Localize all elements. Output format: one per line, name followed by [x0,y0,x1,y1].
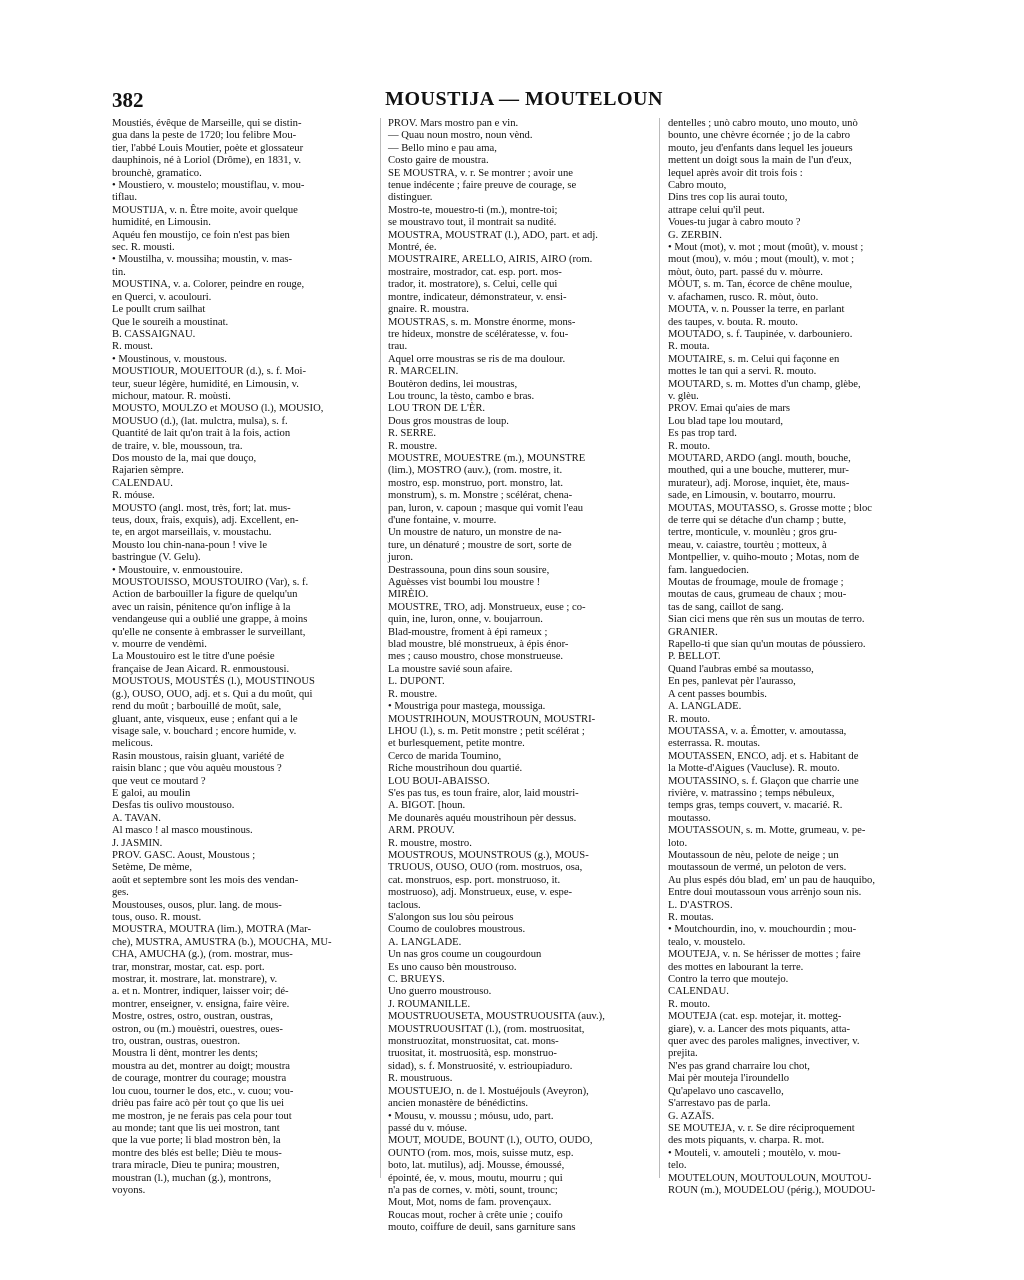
text-line: SE MOUSTRA, v. r. Se montrer ; avoir une [388,167,573,179]
text-line: mettent un doigt sous la main de l'un d'eux, [668,155,852,167]
text-line: A. LANGLADE. [668,701,742,713]
text-line: Mostro-te, mouestro-ti (m.), montre-toi; [388,204,558,216]
text-line: Mousto lou chin-nana-poun ! vive le [112,539,268,551]
text-line: mout (mou), v. móu ; mout (moult), v. mot ; [668,254,855,266]
text-line: • Mousu, v. moussu ; móusu, udo, part. [388,1110,554,1122]
text-line: A. TAVAN. [112,812,161,824]
text-line: PROV. GASC. Aoust, Moustous ; [112,849,256,861]
text-line: raisin blanc ; que vòu aquèu moustous ? [112,763,282,775]
text-line: Coumo de coulobres moustrous. [388,924,526,936]
text-line: v. afachamen, rusco. R. mòut, òuto. [668,291,819,303]
text-line: MOUTEJA, v. n. Se hérisser de mottes ; faire [668,949,861,961]
text-line: qu'elle ne consente à embrasser le surveillant, [112,626,306,638]
text-line: telo. [668,1160,687,1172]
text-line: A cent passes boumbis. [668,688,767,700]
text-line: SE MOUTEJA, v. r. Se dire réciproquement [668,1122,855,1134]
text-line: R. mouta. [668,341,710,353]
text-line: R. mouto. [668,713,711,725]
text-line: ostron, ou (m.) mouèstri, ouestres, oues- [112,1023,283,1035]
text-line: Uno guerro moustrouso. [388,986,492,998]
text-line: (lim.), MOSTRO (auv.), (rom. mostre, it. [388,465,563,477]
text-line: OUNTO (rom. mos, mois, suisse mutz, esp. [388,1147,574,1159]
text-line: Lou blad tape lou moutard, [668,415,784,427]
text-line: sade, en Limousin, v. boutarro, mourru. [668,490,836,502]
text-line: Contro la terro que moutejo. [668,974,789,986]
text-line: Destrassouna, poun dins soun sousire, [388,564,550,576]
text-line: blad moustre, blé monstrueux, à épis énor- [388,639,569,651]
text-line: que la vue porte; li blad mostron bèn, la [112,1135,281,1147]
text-line: PROV. Emai qu'aies de mars [668,403,791,415]
running-title: MOUSTIJA — MOUTELOUN [385,88,663,110]
text-line: montrer, enseigner, v. ensigna, faire vèire. [112,998,290,1010]
text-line: quer avec des paroles malignes, invectiver, v. [668,1036,860,1048]
text-line: trador, it. mostratore), s. Celui, celle qui [388,279,558,291]
text-line: distinguer. [388,192,433,204]
text-line: MOUSTRUOUSETA, MOUSTRUOUSITA (auv.), [388,1011,605,1023]
text-line: Un moustre de naturo, un monstre de na- [388,527,562,539]
text-line: En pes, panlevat pèr l'aurasso, [668,676,796,688]
text-line: A. BIGOT. [houn. [388,800,466,812]
text-line: dentelles ; unò cabro mouto, uno mouto, unò [668,118,858,129]
text-line: MOUSTINA, v. a. Colorer, peindre en rouge, [112,279,305,291]
page-header [112,88,936,116]
text-line: des taupes, v. bouta. R. mouto. [668,316,798,328]
text-line: • Mout (mot), v. mot ; mout (moût), v. moust ; [668,242,864,254]
text-line: tiflau. [112,192,138,204]
text-line: melicous. [112,738,153,750]
text-line: montre des blés est belle; Dièu te mous- [112,1147,282,1159]
text-line: prejita. [668,1048,698,1060]
text-line: MOUSTRIHOUN, MOUSTROUN, MOUSTRI- [388,713,596,725]
text-line: Mostre, ostres, ostro, oustran, oustras, [112,1011,273,1023]
text-line: MOUSTUEJO, n. de l. Mostuéjouls (Aveyron), [388,1085,589,1097]
text-line: cat. monstruos, esp. port. monstruoso, it. [388,874,561,886]
text-line: MOUTASSOUN, s. m. Motte, grumeau, v. pe- [668,825,866,837]
text-line: a. et n. Montrer, indiquer, laisser voir; dé- [112,986,289,998]
text-line: Boutèron dedins, lei moustras, [388,378,518,390]
text-line: E galoi, au moulin [112,787,191,799]
text-line: Es uno causo bèn moustrouso. [388,961,517,973]
text-line: Moustouses, ousos, plur. lang. de mous- [112,899,282,911]
text-line: Le poullt crum sailhat [112,304,206,316]
text-line: ges. [112,887,129,899]
text-line: Qu'apelavo uno cascavello, [668,1085,784,1097]
text-line: vendangeuse qui a oublié une grappe, à moins [112,614,308,626]
text-line: ture, un dénaturé ; moustre de sort, sorte de [388,539,572,551]
text-line: Al masco ! al masco moustinous. [112,825,253,837]
text-line: moustran (l.), muchan (g.), montrons, [112,1172,272,1184]
text-line: giare), v. a. Lancer des mots piquants, atta- [668,1023,850,1035]
text-line: Rajarien sèmpre. [112,465,184,477]
text-line: R. mouto. [668,440,711,452]
text-line: Es pas trop tard. [668,428,737,440]
text-line: CALENDAU. [112,477,173,489]
text-line: me mostron, je ne ferais pas cela pour tout [112,1110,292,1122]
text-line: mouthed, qui a une bouche, mutterer, mur- [668,465,849,477]
text-line: MOUTARD, s. m. Mottes d'un champ, glèbe, [668,378,861,390]
text-line: brounchè, gramatico. [112,167,202,179]
text-line: MOUTELOUN, MOUTOULOUN, MOUTOU- [668,1172,872,1184]
text-line: Riche moustrihoun dou quartié. [388,763,523,775]
text-line: N'es pas grand charraire lou chot, [668,1060,810,1072]
text-line: rivière, v. matrassino ; temps nébuleux, [668,787,835,799]
text-line: v. mourre de vendèmi. [112,639,207,651]
text-line: R. moust. [112,341,153,353]
text-line: mostro, esp. monstruo, port. monstro, lat. [388,477,564,489]
text-line: • Moustouire, v. enmoustouire. [112,564,243,576]
column-divider [380,118,381,1178]
text-line: avec un raisin, pénitence qu'on inflige à la [112,601,291,613]
text-line: Setème, De mème, [112,862,193,874]
text-line: R. SERRE. [388,428,436,440]
text-line: R. moustre. [388,440,438,452]
text-line: attrape celui qu'il peut. [668,204,765,216]
text-line: gua dans la peste de 1720; lou felibre Mou- [112,130,297,142]
text-line: gluant, ante, visqueux, euse ; enfant qui a le [112,713,298,725]
text-line: d'une fontaine, v. mourre. [388,515,497,526]
text-line: Sian cici mens que rèn sus un moutas de terro. [668,614,865,626]
text-line: Lou trounc, la tèsto, cambo e bras. [388,390,535,402]
text-line: R. moustruous. [388,1073,453,1085]
text-line: n'a pas de cornes, v. mòti, sount, trounc; [388,1184,558,1196]
text-line: Entre doui moutassoun vous arrènjo soun nis. [668,887,862,899]
text-line: LOU BOUI-ABAISSO. [388,775,490,787]
text-line: MOUSTRAS, s. m. Monstre énorme, mons- [388,316,576,328]
text-line: fam. languedocien. [668,564,749,576]
text-line: MOUTAS, MOUTASSO, s. Grosse motte ; bloc [668,502,873,514]
text-line: de traire, v. ble, moussoun, tra. [112,440,243,452]
text-line: MOUTA, v. n. Pousser la terre, en parlant [668,304,845,316]
text-line: tro, oustran, oustras, ouestron. [112,1036,240,1048]
text-line: — Bello mino e pau ama, [388,142,497,154]
text-line: Montpellier, v. quiho-mouto ; Motas, nom de [668,552,860,564]
text-line: épointé, ée, v. mous, moutu, mourru ; qui [388,1172,563,1184]
text-line: passé du v. móuse. [388,1122,468,1134]
text-line: Un nas gros coume un cougourdoun [388,949,542,961]
text-line: lequel après avoir dit trois fois : [668,167,803,179]
text-line: MOUSTOUS, MOUSTÉS (l.), MOUSTINOUS [112,676,315,688]
text-line: moustra au det, montrer au doigt; moustra [112,1060,290,1072]
text-line: Rapello-ti que sian qu'un moutas de póussiero. [668,639,866,651]
text-line: • Moustriga pour mastega, moussiga. [388,701,546,713]
text-line: gnaire. R. moustra. [388,304,469,316]
text-line: R. móuse. [112,490,155,502]
text-line: S'alongon sus lou sòu peirous [388,912,514,923]
text-line: R. mouto. [668,998,711,1010]
text-line: pan, luron, v. capoun ; masque qui vomit l'eau [388,502,584,514]
text-line: Moustra li dènt, montrer les dents; [112,1048,258,1060]
text-line: J. JASMIN. [112,837,163,849]
text-line: L. D'ASTROS. [668,899,733,911]
text-line: R. moustre. [388,688,438,700]
text-line: lou cuou, tourner le dos, etc., v. cuou; vou- [112,1085,294,1097]
text-line: temps gras, temps couvert, v. macarié. R. [668,800,843,812]
text-line: Rasin moustous, raisin gluant, variété de [112,750,285,762]
text-line: MOUT, MOUDE, BOUNT (l.), OUTO, OUDO, [388,1135,593,1147]
text-line: MOUSTIOUR, MOUEITOUR (d.), s. f. Moi- [112,366,307,378]
text-line: mostrar, it. mostrare, lat. monstrare), v. [112,974,278,986]
text-line: tertre, monticule, v. mounlèu ; gros gru- [668,527,838,539]
text-line: mostruoso), adj. Monstrueux, euse, v. espe- [388,887,573,899]
column-divider [659,118,660,1178]
text-line: Moutas de froumage, moule de fromage ; [668,577,844,589]
text-line: se moustravo tout, il montrait sa nudité. [388,217,557,229]
text-line: moutas de caus, grumeau de chaux ; mou- [668,589,847,601]
text-line: drièu pas faire acò pèr tout ço que lis uei [112,1098,285,1110]
text-line: B. CASSAIGNAU. [112,328,196,340]
text-line: MOUSTO, MOULZO et MOUSO (l.), MOUSIO, [112,403,324,415]
text-line: Quand l'aubras embé sa moutasso, [668,663,814,675]
text-line: tas de sang, caillot de sang. [668,601,784,613]
text-line: murateur), adj. Morose, inquiet, ète, maus- [668,477,850,489]
text-line: montre, indicateur, démonstrateur, v. ensi- [388,291,567,303]
text-line: mouto, coiffure de deuil, sans garniture sans [388,1222,576,1234]
text-line: • Moustilha, v. moussiha; moustin, v. mas- [112,254,293,266]
text-line: ancien monastère de bénédictins. [388,1098,529,1110]
text-line: Moutassoun de nèu, pelote de neige ; un [668,849,839,861]
text-line: Mout, Mot, noms de fam. provençaux. [388,1197,552,1209]
text-line: monstrum), s. m. Monstre ; scélérat, chena- [388,490,573,502]
text-line: humidité, en Limousin. [112,217,211,229]
text-line: michour, matour. R. moùsti. [112,390,231,402]
text-line: S'arrestavo pas de parla. [668,1098,771,1110]
text-line: des mottes en labourant la terre. [668,961,804,973]
text-line: trar, monstrar, mostar, cat. esp. port. [112,961,265,973]
text-line: boto, lat. mutilus), adj. Mousse, émoussé, [388,1160,565,1172]
text-line: CALENDAU. [668,986,729,998]
text-line: R. moustre, mostro. [388,837,472,849]
text-column-3 [668,118,928,1208]
text-line: de terre qui se détache d'un champ ; butte, [668,515,847,526]
text-line: que veut ce moutard ? [112,775,206,787]
text-line: G. ZERBIN. [668,229,722,241]
text-line: Dous gros moustras de loup. [388,415,509,427]
text-line: MOUSTRE, TRO, adj. Monstrueux, euse ; co- [388,601,586,613]
text-line: sidad), s. f. Monstruosité, v. estrioupiaduro. [388,1060,573,1072]
text-line: mouto, jeu d'enfants dans lequel les joueurs [668,142,853,154]
text-line: Cabro mouto, [668,180,727,192]
text-line: A. LANGLADE. [388,936,462,948]
text-line: MOUSTOUISSO, MOUSTOUIRO (Var), s. f. [112,577,309,589]
text-line: au monde; tant que lis uei mostron, tant [112,1122,280,1134]
text-column-1 [112,118,372,1208]
text-line: (g.), OUSO, OUO, adj. et s. Qui a du moût, qui [112,688,313,700]
text-line: meau, v. caiastre, tourtèu ; motteux, à [668,539,827,551]
text-line: Dos mousto de la, mai que douço, [112,452,257,464]
text-line: MOUSTROUS, MOUNSTROUS (g.), MOUS- [388,849,589,861]
text-line: bounto, une chèvre écornée ; jo de la cabro [668,130,851,142]
text-line: TRUOUS, OUSO, OUO (rom. mostruos, osa, [388,862,583,874]
text-line: LHOU (l.), s. m. Petit monstre ; petit scélérat ; [388,725,585,737]
text-line: R. moutas. [668,912,714,923]
text-line: ROUN (m.), MOUDELOU (périg.), MOUDOU- [668,1184,876,1196]
text-line: J. ROUMANILLE. [388,998,471,1010]
text-line: che), MUSTRA, AMUSTRA (b.), MOUCHA, MU- [112,936,332,948]
text-line: LOU TRON DE L'ÈR. [388,403,486,415]
text-line: Cerco de marida Toumino, [388,750,502,762]
text-line: Que le soureih a moustinat. [112,316,229,328]
text-line: des mots piquants, v. charpa. R. mot. [668,1135,825,1147]
text-line: MOUTARD, ARDO (angl. mouth, bouche, [668,452,851,464]
text-line: MOUSTRAIRE, ARELLO, AIRIS, AIRO (rom. [388,254,593,266]
text-line: MOUTEJA (cat. esp. motejar, it. motteg- [668,1011,842,1023]
text-line: MOUTAIRE, s. m. Celui qui façonne en [668,353,840,365]
text-line: • Moustiero, v. moustelo; moustiflau, v. mou- [112,180,305,192]
text-line: rend du moût ; barbouillé de moût, sale, [112,701,282,713]
text-line: PROV. Mars mostro pan e vin. [388,118,519,129]
text-line: bastringue (V. Gelu). [112,552,201,564]
text-line: voyons. [112,1184,146,1196]
text-line: tous, ouso. R. moust. [112,912,202,923]
text-line: Moustiés, évêque de Marseille, qui se distin- [112,118,302,129]
text-line: • Mouteli, v. amouteli ; moutèlo, v. mou- [668,1147,841,1159]
text-line: — Quau noun mostro, noun vènd. [388,130,533,142]
text-line: Aquéu fen moustijo, ce foin n'est pas bien [112,229,290,241]
text-line: Mai pèr mouteja l'iroundello [668,1073,790,1085]
text-line: Me dounarès aquéu moustrihoun pèr dessus. [388,812,577,824]
text-line: Action de barbouiller la figure de quelqu'un [112,589,298,601]
text-line: Roucas mout, rocher à crête unie ; couifo [388,1209,563,1221]
text-line: Quantité de lait qu'on trait à la fois, action [112,428,291,440]
text-line: MOUSTRA, MOUTRA (lim.), MOTRA (Mar- [112,924,312,936]
text-line: mostraire, mostrador, cat. esp. port. mos- [388,266,562,278]
text-line: Dins tres cop lis aurai touto, [668,192,788,204]
text-line: Montré, ée. [388,242,437,254]
text-line: trau. [388,341,408,353]
text-line: tealo, v. moustelo. [668,936,746,948]
text-line: loto. [668,837,688,849]
text-line: • Moutchourdin, ino, v. mouchourdin ; mou- [668,924,857,936]
text-line: tier, l'abbé Louis Moutier, poète et glossateur [112,142,304,154]
text-line: visage sale, v. bouchard ; encore humide, v. [112,725,297,737]
text-line: MOUSUO (d.), (lat. mulctra, mulsa), s. f. [112,415,288,427]
text-line: de courage, montrer du courage; moustra [112,1073,287,1085]
text-line: MOUSTIJA, v. n. Être moite, avoir quelque [112,204,298,216]
text-line: teus, doux, frais, exquis), adj. Excellent, en- [112,515,299,526]
text-line: taclous. [388,899,421,911]
text-line: mottes le tan qui a servi. R. mouto. [668,366,817,378]
text-line: MOUTASSA, v. a. Émotter, v. amoutassa, [668,725,847,737]
text-line: en Querci, v. acoulouri. [112,291,212,303]
text-line: CHA, AMUCHA (g.), (rom. mostrar, mus- [112,949,293,961]
text-line: Costo gaire de moustra. [388,155,489,167]
text-column-2 [388,118,648,1234]
text-line: française de Jean Aicard. R. enmoustousi. [112,663,290,675]
text-line: La Moustouiro est le titre d'une poésie [112,651,275,663]
text-line: tre hideux, monstre de scélératesse, v. fou- [388,328,569,340]
text-line: moutasso. [668,812,711,824]
text-line: tenue indécente ; faire preuve de courage, se [388,180,577,192]
text-line: MOUSTO (angl. most, très, fort; lat. mus- [112,502,291,514]
text-line: P. BELLOT. [668,651,721,663]
text-line: sec. R. mousti. [112,242,175,254]
text-line: Aguèsses vist boumbi lou moustre ! [388,577,541,589]
text-line: mes ; causo moustro, chose monstrueuse. [388,651,564,663]
text-line: ARM. PROUV. [388,825,455,837]
text-line: La moustre savié soun afaire. [388,663,513,675]
text-line: la Motte-d'Aigues (Vaucluse). R. mouto. [668,763,840,775]
text-line: te, en argot marseillais, v. moustachu. [112,527,272,539]
text-line: et burlesquement, petite montre. [388,738,525,750]
text-line: juron. [388,552,414,564]
text-line: Aquel orre moustras se ris de ma doulour. [388,353,566,365]
text-line: • Moustinous, v. moustous. [112,353,227,365]
text-line: G. AZAÏS. [668,1110,715,1122]
text-line: mòut, òuto, part. passé du v. mòurre. [668,266,823,278]
text-line: MIRÈIO. [388,589,429,601]
text-line: MOUSTRE, MOUESTRE (m.), MOUNSTRE [388,452,586,464]
text-line: truositat, it. mostruosità, esp. monstruo- [388,1048,557,1060]
text-line: MOUSTRUOUSITAT (l.), (rom. mostruositat, [388,1023,585,1035]
text-line: Desfas tis oulivo moustouso. [112,800,235,812]
text-line: MOUTASSINO, s. f. Glaçon que charrie une [668,775,859,787]
text-line: trara miracle, Dieu te punira; moustren, [112,1160,280,1172]
text-line: esterrassa. R. moutas. [668,738,761,750]
page-number: 382 [112,88,144,112]
text-line: dauphinois, né à Loriol (Drôme), en 1831, v. [112,155,302,167]
text-line: MOUTASSEN, ENCO, adj. et s. Habitant de [668,750,859,762]
text-line: MOUSTRA, MOUSTRAT (l.), ADO, part. et adj. [388,229,598,241]
text-line: MÒUT, s. m. Tan, écorce de chêne moulue, [668,279,853,291]
text-line: R. MARCELIN. [388,366,459,378]
text-line: tin. [112,266,126,278]
text-line: moutassoun de vermé, un peloton de vers. [668,862,847,874]
text-line: quin, ine, luron, onne, v. boujarroun. [388,614,543,626]
text-line: août et septembre sont les mois des vendan- [112,874,299,886]
text-line: monstruozitat, monstruositat, cat. mons- [388,1036,559,1048]
text-line: v. glèu. [668,390,699,402]
text-line: MOUTADO, s. f. Taupinée, v. darbouniero. [668,328,853,340]
text-line: L. DUPONT. [388,676,445,688]
text-line: Au plus espés dóu blad, em' un pau de hauquibo, [668,874,875,886]
text-line: Voues-tu jugar à cabro mouto ? [668,217,801,229]
text-line: Blad-moustre, froment à épi rameux ; [388,626,548,638]
text-line: C. BRUEYS. [388,974,445,986]
text-line: S'es pas tus, es toun fraire, alor, laid moustri- [388,787,579,799]
text-line: teur, sueur légère, humidité, en Limousin, v. [112,378,299,390]
text-line: GRANIER. [668,626,718,638]
